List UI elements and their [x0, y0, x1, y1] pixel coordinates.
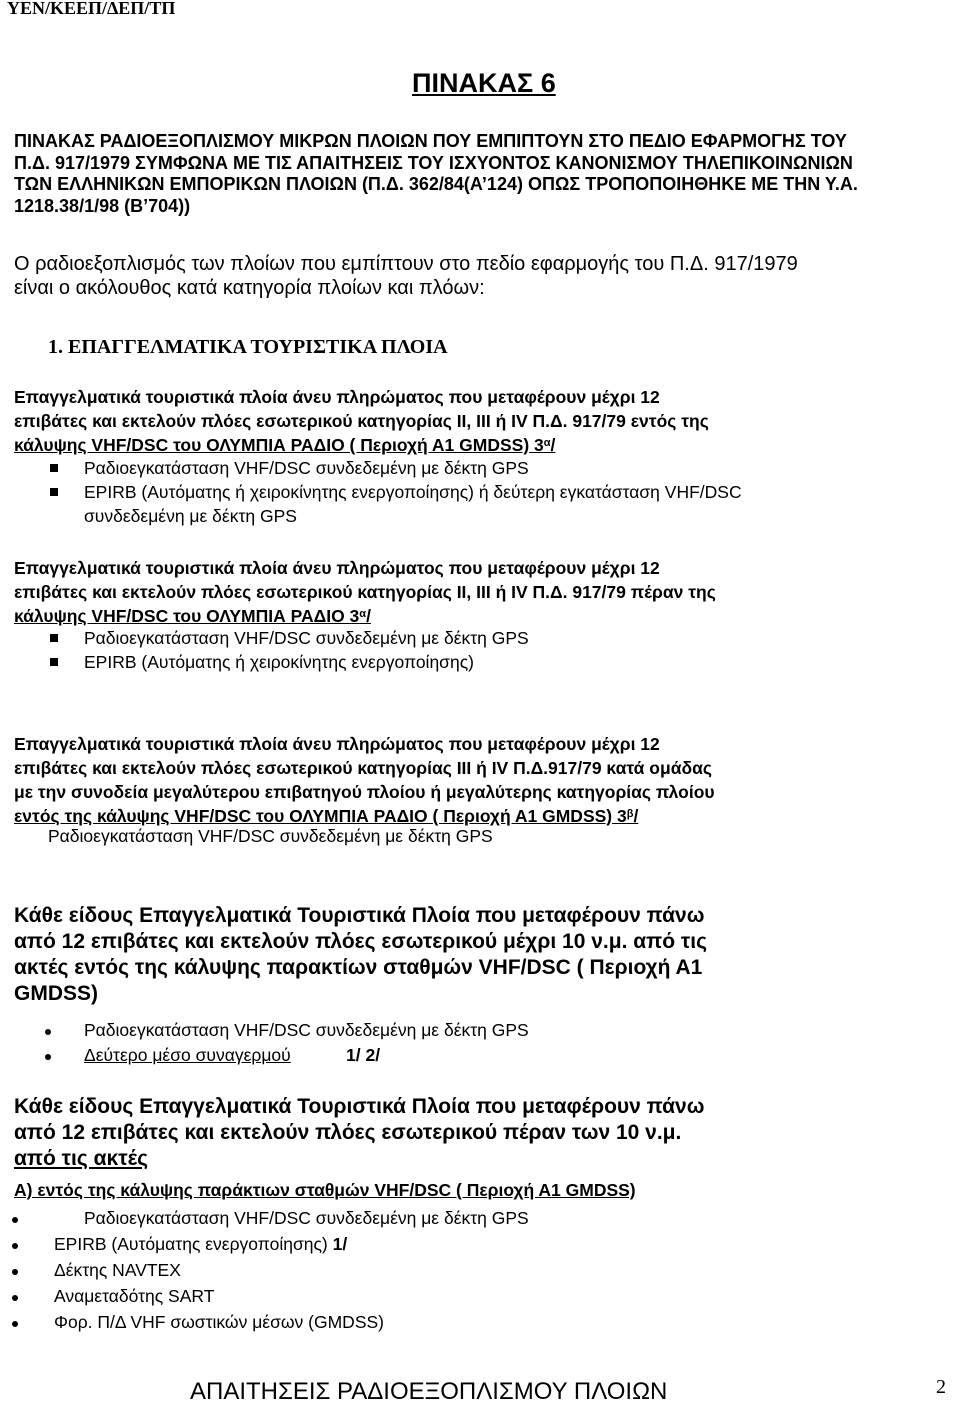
block-line-last: κάλυψης VHF/DSC του ΟΛΥΜΠΙΑ ΡΑΔΙΟ $3^\alpha/$ — [14, 606, 371, 626]
square-bullet-icon — [50, 658, 58, 666]
category-block-3 — [14, 732, 715, 828]
block-line: ακτές εντός της κάλυψης παρακτίων σταθμών VHF/DSC ( Περιοχή Α1 — [14, 956, 703, 979]
preamble-line: Ο ραδιοεξοπλισμός των πλοίων που εμπίπτουν στο πεδίο εφαρμογής του Π.Δ. 917/1979 — [14, 253, 798, 275]
intro-line: ΤΩΝ ΕΛΛΗΝΙΚΩΝ ΕΜΠΟΡΙΚΩΝ ΠΛΟΙΩΝ (Π.Δ. 362/84(Α’124) ΟΠΩΣ ΤΡΟΠΟΠΟΙΗΘΗΚΕ ΜΕ ΤΗΝ Υ.Α. — [14, 174, 858, 195]
category-block-5 — [14, 1094, 704, 1172]
block-line: με την συνοδεία μεγαλύτερου επιβατηγού πλοίου ή μεγαλύτερης κατηγορίας πλοίου — [14, 782, 715, 802]
round-bullet-icon — [45, 1029, 51, 1035]
round-bullet-icon — [45, 1054, 51, 1060]
block-line: επιβάτες και εκτελούν πλόες εσωτερικού κατηγορίας ΙΙ, ΙΙΙ ή ΙV Π.Δ. 917/79 πέραν της — [14, 582, 716, 602]
round-bullet-icon — [12, 1217, 18, 1223]
block-line: Κάθε είδους Επαγγελματικά Τουριστικά Πλοία που μεταφέρουν πάνω — [14, 904, 705, 927]
round-bullet-icon — [12, 1295, 18, 1301]
block-line: από 12 επιβάτες και εκτελούν πλόες εσωτερικού πέραν των 10 ν.μ. — [14, 1121, 682, 1144]
square-bullet-icon — [50, 488, 58, 496]
page-title: ΠΙΝΑΚΑΣ 6 — [412, 68, 556, 98]
document-code: ΥΕΝ/ΚΕΕΠ/ΔΕΠ/ΤΠ — [7, 0, 176, 18]
category-block-2 — [14, 556, 716, 628]
square-bullet-icon — [50, 464, 58, 472]
subheading: Α) εντός της κάλυψης παράκτιων σταθμών VHF/DSC ( Περιοχή Α1 GMDSS) — [14, 1180, 636, 1200]
list-item: Ραδιοεγκατάσταση VHF/DSC συνδεδεμένη με δέκτη GPS — [84, 1208, 529, 1228]
block-line: Επαγγελματικά τουριστικά πλοία άνευ πληρώματος που μεταφέρουν μέχρι 12 — [14, 387, 660, 407]
intro-line: Π.Δ. 917/1979 ΣΥΜΦΩΝΑ ΜΕ ΤΙΣ ΑΠΑΙΤΗΣΕΙΣ ΤΟΥ ΙΣΧΥΟΝΤΟΣ ΚΑΝΟΝΙΣΜΟΥ ΤΗΛΕΠΙΚΟΙΝΩΝΙΩΝ — [14, 152, 853, 173]
round-bullet-icon — [12, 1243, 18, 1249]
preamble — [14, 252, 798, 300]
round-bullet-icon — [12, 1321, 18, 1327]
list-item: Ραδιοεγκατάσταση VHF/DSC συνδεδεμένη με δέκτη GPS — [48, 826, 493, 846]
intro-line: ΠΙΝΑΚΑΣ ΡΑΔΙΟΕΞΟΠΛΙΣΜΟΥ ΜΙΚΡΩΝ ΠΛΟΙΩΝ ΠΟΥ ΕΜΠΙΠΤΟΥΝ ΣΤΟ ΠΕΔΙΟ ΕΦΑΡΜΟΓΗΣ ΤΟΥ — [14, 131, 847, 151]
footnote-ref: 1/ — [332, 1234, 348, 1254]
preamble-line: είναι ο ακόλουθος κατά κατηγορία πλοίων και πλόων: — [14, 277, 485, 299]
block-line: από 12 επιβάτες και εκτελούν πλόες εσωτερικού μέχρι 10 ν.μ. από τις — [14, 930, 708, 953]
square-bullet-icon — [50, 634, 58, 642]
round-bullet-icon — [12, 1269, 18, 1275]
intro-heading — [14, 131, 858, 217]
list-item: Ραδιοεγκατάσταση VHF/DSC συνδεδεμένη με δέκτη GPS — [84, 458, 529, 478]
footnote-ref: 1/ 2/ — [346, 1045, 381, 1065]
block-line-last: κάλυψης VHF/DSC του ΟΛΥΜΠΙΑ ΡΑΔΙΟ ( Περιοχή Α1 GMDSS) $3^\alpha/$ — [14, 435, 556, 455]
category-block-1 — [14, 385, 709, 457]
list-item: EPIRB (Αυτόματης ή χειροκίνητης ενεργοποίησης) ή δεύτερη εγκατάσταση VHF/DSC — [84, 482, 742, 502]
block-line: GMDSS) — [14, 982, 98, 1005]
intro-line: 1218.38/1/98 (Β’704)) — [14, 195, 191, 216]
category-block-4 — [14, 903, 707, 1007]
block-line: Επαγγελματικά τουριστικά πλοία άνευ πληρώματος που μεταφέρουν μέχρι 12 — [14, 558, 660, 578]
list-item: Φορ. Π/Δ VHF σωστικών μέσων (GMDSS) — [54, 1312, 384, 1332]
block-line-last: εντός της κάλυψης VHF/DSC του ΟΛΥΜΠΙΑ ΡΑΔΙΟ ( Περιοχή Α1 GMDSS) $3^\beta/$ — [14, 806, 639, 826]
list-item-continuation: συνδεδεμένη με δέκτη GPS — [84, 506, 297, 526]
list-item: Ραδιοεγκατάσταση VHF/DSC συνδεδεμένη με δέκτη GPS — [84, 1020, 529, 1040]
page-number: 2 — [936, 1376, 946, 1398]
footer-title: ΑΠΑΙΤΗΣΕΙΣ ΡΑΔΙΟΕΞΟΠΛΙΣΜΟΥ ΠΛΟΙΩΝ — [190, 1378, 668, 1405]
block-line: επιβάτες και εκτελούν πλόες εσωτερικού κατηγορίας ΙΙΙ ή ΙV Π.Δ.917/79 κατά ομάδας — [14, 758, 712, 778]
list-item: Αναμεταδότης SART — [54, 1286, 215, 1306]
block-line: επιβάτες και εκτελούν πλόες εσωτερικού κατηγορίας ΙΙ, ΙΙΙ ή ΙV Π.Δ. 917/79 εντός της — [14, 411, 709, 431]
list-item: EPIRB (Αυτόματης ή χειροκίνητης ενεργοποίησης) — [84, 652, 474, 672]
block-line: Κάθε είδους Επαγγελματικά Τουριστικά Πλοία που μεταφέρουν πάνω — [14, 1095, 705, 1118]
list-item: EPIRB (Αυτόματης ενεργοποίησης) 1/ — [54, 1234, 348, 1254]
list-item: Ραδιοεγκατάσταση VHF/DSC συνδεδεμένη με δέκτη GPS — [84, 628, 529, 648]
list-item: Δεύτερο μέσο συναγερμού — [84, 1045, 291, 1065]
list-item: Δέκτης NAVTEX — [54, 1260, 181, 1280]
block-line: Επαγγελματικά τουριστικά πλοία άνευ πληρώματος που μεταφέρουν μέχρι 12 — [14, 734, 660, 754]
section-title: 1. ΕΠΑΓΓΕΛΜΑΤΙΚΑ ΤΟΥΡΙΣΤΙΚΑ ΠΛΟΙΑ — [48, 336, 448, 358]
block-line: από τις ακτές — [14, 1147, 148, 1170]
